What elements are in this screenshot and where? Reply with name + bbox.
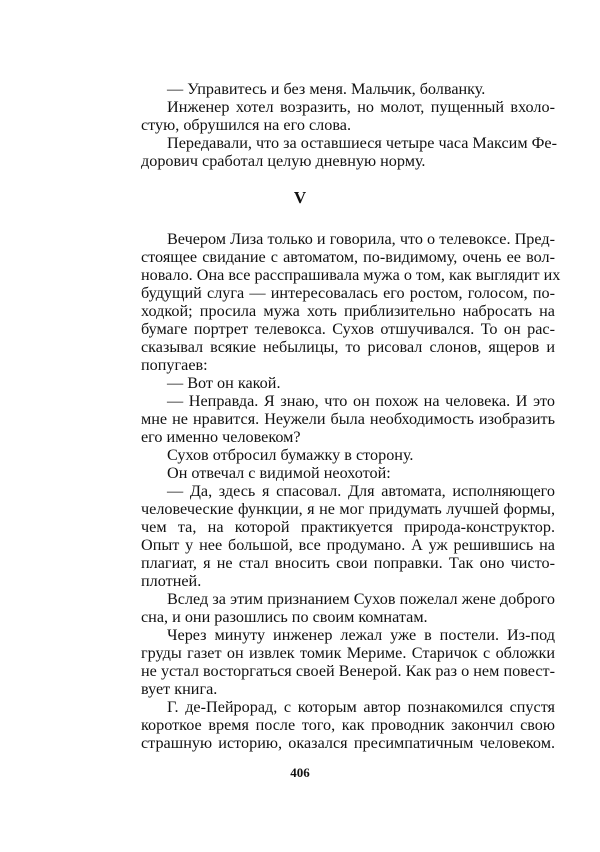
text-line: мне не нравится. Неужели была необходимость изобразить — [141, 410, 555, 428]
text-line: — Управитесь и без меня. Мальчик, болванку. — [167, 80, 486, 98]
text-line: плагиат, я не стал вносить свои поправки. Так оно чисто- — [141, 554, 555, 572]
text-line: вует книга. — [141, 680, 218, 698]
text-line: Опыт у нее большой, все продумано. А уж решившись на — [141, 536, 555, 554]
text-line: стую, обрушился на его слова. — [141, 116, 351, 134]
text-line: чем та, на которой практикуется природа-конструктор. — [141, 518, 555, 536]
text-line: Передавали, что за оставшиеся четыре часа Максим Фе- — [167, 134, 557, 152]
text-line: ходкой; просила мужа хоть приблизительно набросать на — [141, 302, 555, 320]
text-line: Г. де-Пейрорад, с которым автор познакомился спустя — [167, 698, 555, 716]
text-line: попугаев: — [141, 356, 208, 374]
chapter-heading: V — [293, 188, 307, 207]
text-line: груды газет он извлек томик Мериме. Старичок с обложки — [141, 644, 555, 662]
text-line: дорович сработал целую дневную норму. — [141, 152, 426, 170]
text-line: Сухов отбросил бумажку в сторону. — [167, 446, 414, 464]
text-line: Он отвечал с видимой неохотой: — [167, 464, 391, 482]
text-line: бумаге портрет телевокса. Сухов отшучивался. То он рас- — [141, 320, 555, 338]
text-line: короткое время после того, как проводник закончил свою — [141, 716, 555, 734]
text-line: человеческие функции, я не мог придумать лучшей формы, — [141, 500, 555, 518]
text-line: — Неправда. Я знаю, что он похож на человека. И это — [167, 392, 555, 410]
text-line: сказывал всякие небылицы, то рисовал слонов, ящеров и — [141, 338, 555, 356]
text-line: новало. Она все расспрашивала мужа о том, как выглядит их — [141, 266, 561, 284]
text-line: Вслед за этим признанием Сухов пожелал жене доброго — [167, 590, 555, 608]
text-line: Через минуту инженер лежал уже в постели. Из-под — [167, 626, 555, 644]
text-line: его именно человеком? — [141, 428, 301, 446]
text-line: будущий слуга — интересовалась его ростом, голосом, по- — [141, 284, 555, 302]
text-line: — Да, здесь я спасовал. Для автомата, исполняющего — [167, 482, 555, 500]
text-line: стоящее свидание с автоматом, по-видимому, очень ее вол- — [141, 248, 555, 266]
page-number: 406 — [290, 765, 310, 780]
text-line: — Вот он какой. — [167, 374, 281, 392]
text-line: плотней. — [141, 572, 202, 590]
text-line: Вечером Лиза только и говорила, что о телевоксе. Пред- — [167, 230, 555, 248]
text-line: Инженер хотел возразить, но молот, пущенный вхоло- — [167, 98, 555, 116]
text-line: страшную историю, оказался пресимпатичным человеком. — [141, 734, 555, 752]
text-line: сна, и они разошлись по своим комнатам. — [141, 608, 428, 626]
text-line: не устал восторгаться своей Венерой. Как раз о нем повест- — [141, 662, 555, 680]
